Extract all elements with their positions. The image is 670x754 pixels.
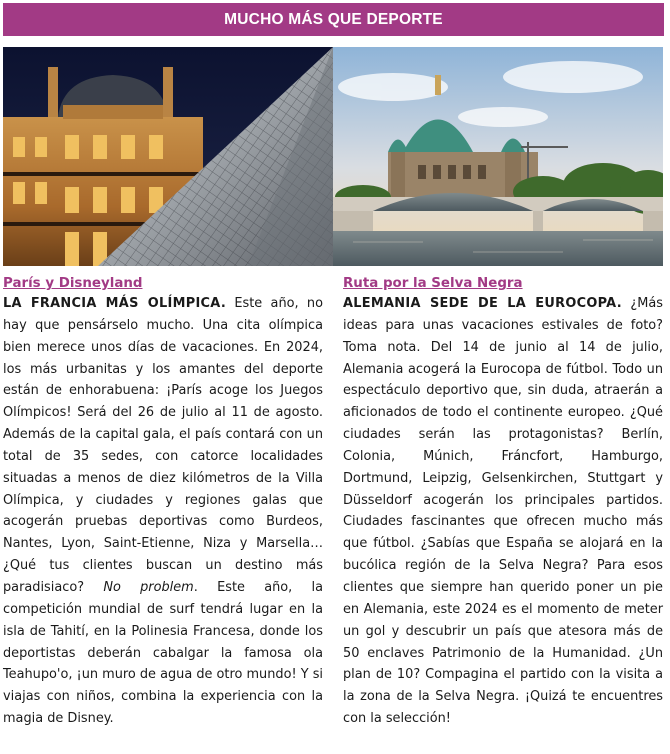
berlin-cathedral-image [333, 47, 663, 266]
selva-negra-article [343, 275, 663, 730]
paris-article-body-1: Este año, no hay que pensárselo mucho. Una cita olímpica bien merece unos días de vacaciones. En 2024, los más urbanitas y los amantes del deporte están de enhorabuena: ¡París acoge los Juegos Olímpicos! Será del 26 de julio al 11 de agosto. Además de la capital gala, el país contará con un total de 35 sedes, con catorce localidades situadas a menos de diez kilómetros de la Villa Olímpica, y ciudades y regiones galas que acogerán pruebas deportivas como Burdeos, Nantes, Lyon, Saint-Etienne, Niza y Marsella… ¿Qué tus clientes buscan un destino más paradisiaco? [3, 296, 323, 595]
paris-article [3, 275, 323, 730]
selva-negra-article-lead: ALEMANIA SEDE DE LA EUROCOPA. [343, 296, 622, 311]
paris-disneyland-link[interactable]: París y Disneyland [3, 276, 143, 291]
berlin-cathedral-photo [333, 47, 663, 266]
selva-negra-link[interactable]: Ruta por la Selva Negra [343, 276, 523, 291]
selva-negra-article-text [343, 293, 663, 730]
banner-title: MUCHO MÁS QUE DEPORTE [224, 10, 443, 28]
paris-article-body-2: . Este año, la competición mundial de surf tendrá lugar en la isla de Tahití, en la Polinesia Francesa, donde los deportistas deberán cabalgar la famosa ola Teahupo'o, ¡un muro de agua de otro mundo! Y si viajas con niños, combina la experiencia con la magia de Disney. [3, 579, 324, 727]
paris-article-emphasis: No problem [103, 579, 194, 595]
section-banner [3, 3, 664, 36]
paris-article-text [3, 293, 323, 730]
selva-negra-article-body: ¿Más ideas para unas vacaciones estivales de foto? Toma nota. Del 14 de junio al 14 de julio, Alemania acogerá la Eurocopa de fútbol. Todo un espectáculo deportivo que, sin duda, atraerán a aficionados de todo el continente europeo. ¿Qué ciudades serán las protagonistas? Berlín, Colonia, Múnich, Fráncfort, Hamburgo, Dortmund, Leipzig, Gelsenkirchen, Stuttgart y Düsseldorf acogerán los principales partidos. Ciudades fascinantes que ofrecen mucho más que fútbol. ¿Sabías que España se alojará en la bucólica región de la Selva Negra? Para esos clientes que siempre han querido poner un pie en Alemania, este 2024 es el momento de meter un gol y descubrir un país que atesora más de 50 enclaves Patrimonio de la Humanidad. ¿Un plan de 10? Compagina el partido con la visita a la zona de la Selva Negra. ¡Quizá te encuentres con la selección! [343, 296, 663, 727]
louvre-pyramid-photo [3, 47, 333, 266]
louvre-pyramid-image [3, 47, 333, 266]
paris-article-lead: LA FRANCIA MÁS OLÍMPICA. [3, 296, 227, 311]
